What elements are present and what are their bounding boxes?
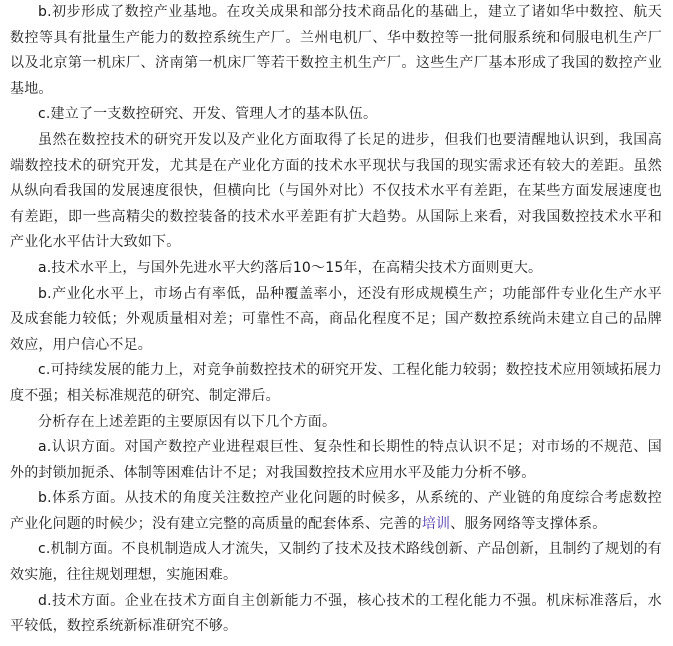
cause-system-text-after: 、服务网络等支撑体系。	[450, 515, 607, 532]
paragraph-gap-overview: 虽然在数控技术的研究开发以及产业化方面取得了长足的进步，但我们也要清醒地认识到，我国高端数控技术的研究开发，尤其是在产业化方面的技术水平现状与我国的现实需求还有较大的差距。虽然从纵向看我国的发展速度很快，但横向比（与国外对比）不仅技术水平有差距，在某些方面发展速度也有差距，即一些高精尖的数控装备的技术水平差距有扩大趋势。从国际上来看，对我国数控技术水平和产业化水平估计大致如下。	[10, 131, 662, 251]
paragraph-talent-team: c.建立了一支数控研究、开发、管理人才的基本队伍。	[38, 106, 378, 123]
paragraph-sustainability: c.可持续发展的能力上，对竞争前数控技术的研究开发、工程化能力较弱；数控技术应用领域拓展力度不强；相关标准规范的研究、制定滞后。	[10, 362, 662, 404]
cause-system-text-before: b.体系方面。从技术的角度关注数控产业化问题的时候多，从系统的、产业链的角度综合考虑数控产业化问题的时候少；没有建立完整的高质量的配套体系、完善的	[10, 490, 662, 532]
paragraph-causes-intro: 分析存在上述差距的主要原因有以下几个方面。	[38, 413, 337, 430]
training-link[interactable]: 培训	[421, 515, 451, 532]
paragraph-cause-technology: d.技术方面。企业在技术方面自主创新能力不强，核心技术的工程化能力不强。机床标准落后，水平较低，数控系统新标准研究不够。	[10, 592, 662, 635]
paragraph-cause-awareness: a.认识方面。对国产数控产业进程艰巨性、复杂性和长期性的特点认识不足；对市场的不规范、国外的封锁加扼杀、体制等困难估计不足；对我国数控技术应用水平及能力分析不够。	[10, 439, 662, 481]
paragraph-cause-system	[10, 486, 662, 537]
paragraph-industrialization-level: b.产业化水平上，市场占有率低，品种覆盖率小，还没有形成规模生产；功能部件专业化生产水平及成套能力较低；外观质量相对差；可靠性不高，商品化程度不足；国产数控系统尚未建立自己的品牌效应，用户信心不足。	[10, 285, 662, 353]
paragraph-tech-level: a.技术水平上，与国外先进水平大约落后10～15年，在高精尖技术方面则更大。	[38, 259, 543, 276]
paragraph-industrial-base: b.初步形成了数控产业基地。在攻关成果和部分技术商品化的基础上，建立了诸如华中数控、航天数控等具有批量生产能力的数控系统生产厂。兰州电机厂、华中数控等一批伺服系统和伺服电机生产厂以及北京第一机床厂、济南第一机床厂等若干数控主机生产厂。这些生产厂基本形成了我国的数控产业基地。	[10, 4, 662, 97]
paragraph-cause-mechanism: c.机制方面。不良机制造成人才流失，又制约了技术及技术路线创新、产品创新，且制约了规划的有效实施，往往规划理想，实施困难。	[10, 541, 662, 584]
article-body	[10, 0, 662, 640]
